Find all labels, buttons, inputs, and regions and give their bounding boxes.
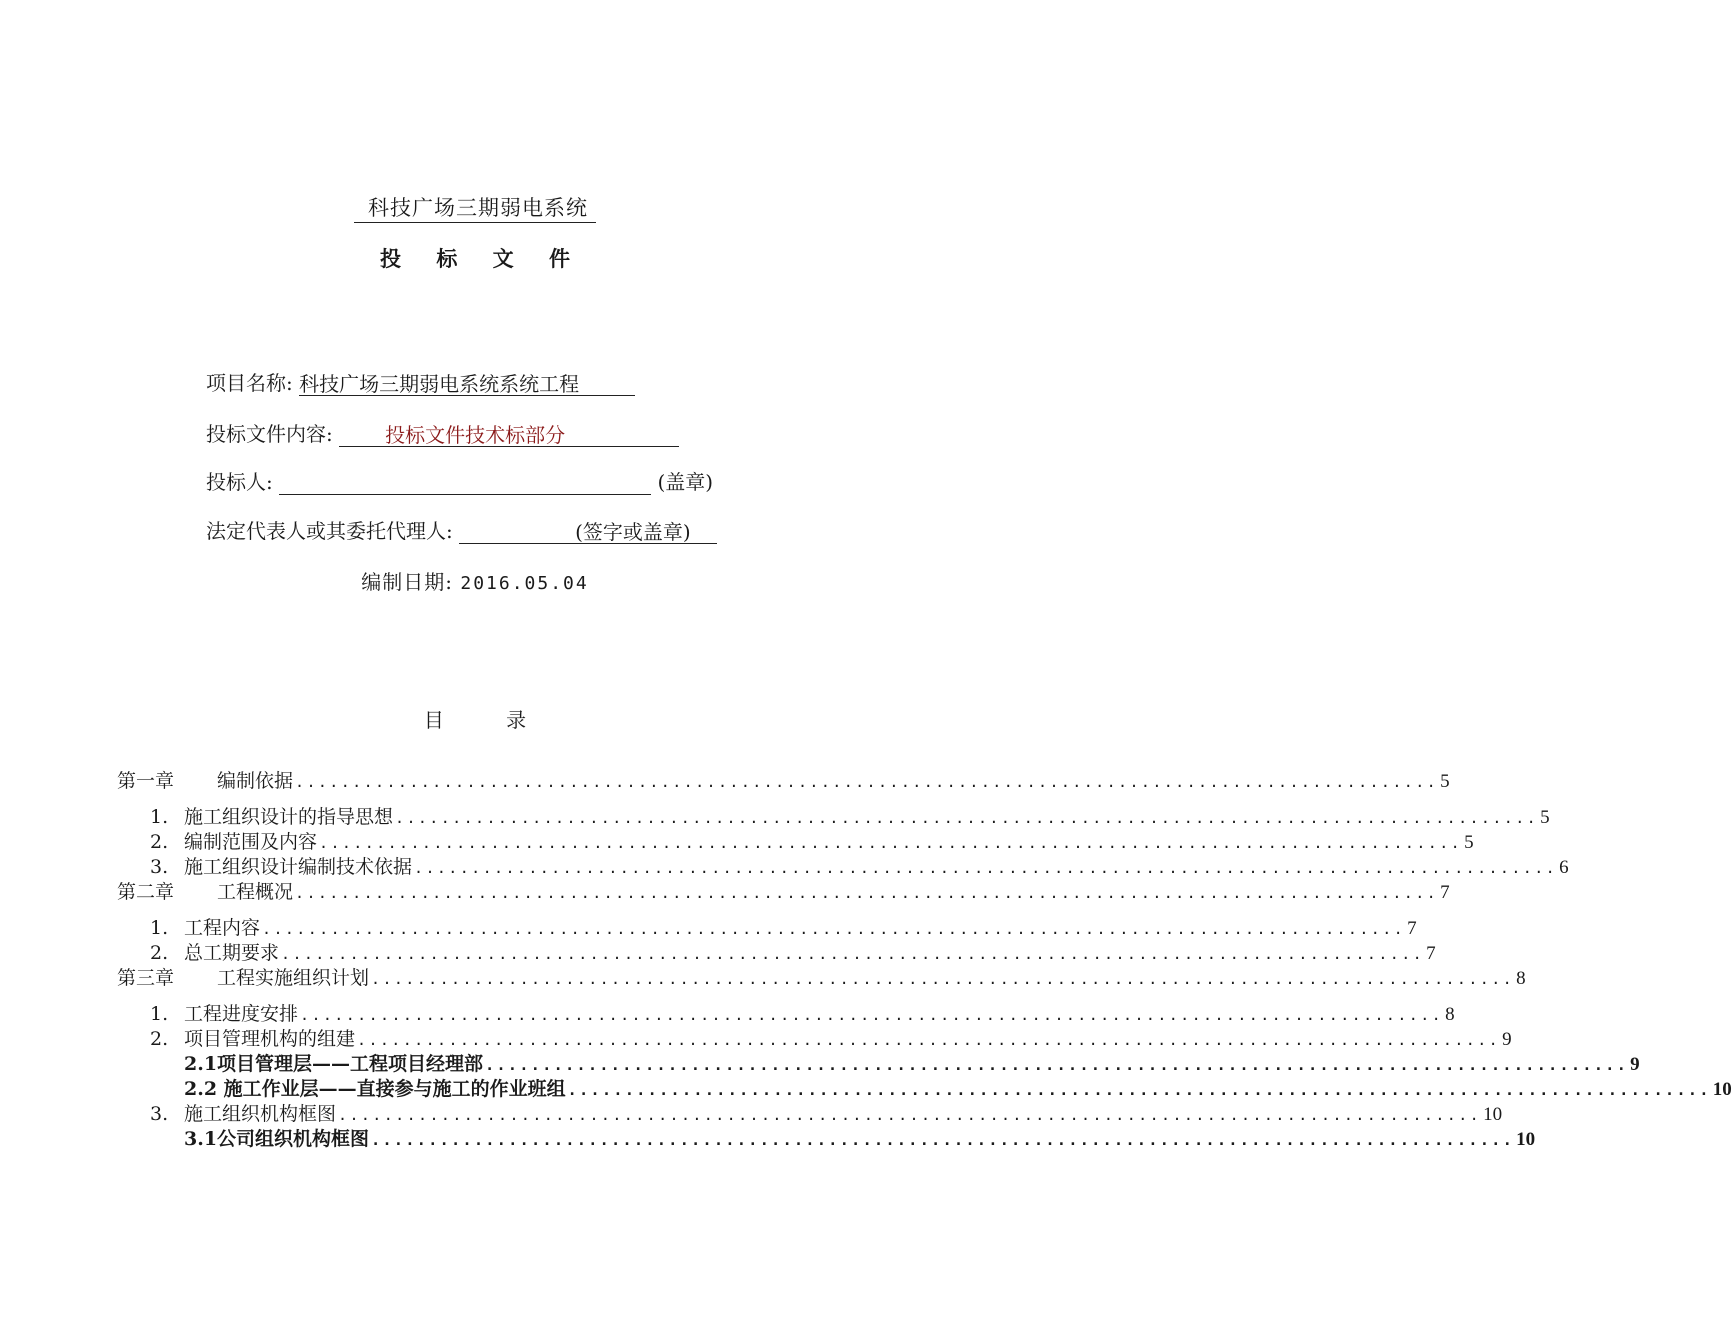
toc-item[interactable] xyxy=(150,938,1436,964)
toc-leader-dots: .................................................................................................... xyxy=(567,1081,1711,1099)
toc-leader-dots: .................................................................................................... xyxy=(295,773,1439,791)
toc-leader-dots: .................................................................................................... xyxy=(357,1031,1501,1049)
toc-entry-text: 总工期要求 xyxy=(184,942,280,964)
bidder-seal-note: (盖章) xyxy=(657,470,714,494)
toc-page-number: 5 xyxy=(1464,832,1474,853)
toc-item[interactable] xyxy=(150,852,1569,878)
toc-page-number: 5 xyxy=(1540,807,1550,828)
toc-chapter-1[interactable] xyxy=(117,766,1450,792)
toc-number: 2. xyxy=(150,942,169,964)
toc-leader-dots: .................................................................................................... xyxy=(295,884,1439,902)
toc-page-number: 6 xyxy=(1559,857,1569,878)
toc-entry-text: 编制范围及内容 xyxy=(184,831,318,853)
toc-number: 2. xyxy=(150,831,169,853)
bidder-label: 投标人: xyxy=(206,470,273,494)
toc-page-number: 5 xyxy=(1440,771,1450,792)
toc-leader-dots: .................................................................................................... xyxy=(319,834,1463,852)
toc-leader-dots: .................................................................................................... xyxy=(300,1006,1444,1024)
compile-date-value: 2016.05.04 xyxy=(460,573,589,594)
document-title: 科技广场三期弱电系统 xyxy=(0,192,950,222)
toc-subitem[interactable] xyxy=(184,1074,1732,1100)
toc-page-number: 8 xyxy=(1445,1004,1455,1025)
toc-leader-dots: .................................................................................................... xyxy=(395,809,1539,827)
project-name-label: 项目名称: xyxy=(206,371,293,395)
toc-entry-text: 工程内容 xyxy=(184,917,261,939)
toc-leader-dots: .................................................................................................... xyxy=(281,945,1425,963)
toc-number: 1. xyxy=(150,806,169,828)
toc-entry-text: 项目管理机构的组建 xyxy=(184,1028,356,1050)
toc-leader-dots: .................................................................................................... xyxy=(262,920,1406,938)
toc-leader-dots: .................................................................................................... xyxy=(414,859,1558,877)
bidder-blank-line xyxy=(279,471,651,495)
toc-number: 第二章 xyxy=(117,881,175,903)
toc-entry-text: 施工组织设计的指导思想 xyxy=(184,806,394,828)
toc-entry-text: 施工组织设计编制技术依据 xyxy=(184,856,413,878)
toc-item[interactable] xyxy=(150,913,1417,939)
toc-entry-text: 施工组织机构框图 xyxy=(184,1103,337,1125)
toc-leader-dots: .................................................................................................... xyxy=(371,1131,1515,1149)
document-subtitle: 投 标 文 件 xyxy=(380,246,584,271)
toc-item[interactable] xyxy=(150,999,1455,1025)
toc-entry-text: 编制依据 xyxy=(217,770,294,792)
toc-page-number: 9 xyxy=(1502,1029,1512,1050)
toc-page-number: 7 xyxy=(1407,918,1417,939)
compile-date xyxy=(0,566,950,595)
toc-entry-text: 工程实施组织计划 xyxy=(217,967,370,989)
toc-number: 第一章 xyxy=(117,770,175,792)
toc-page-number: 10 xyxy=(1516,1129,1536,1150)
toc-number: 1. xyxy=(150,1003,169,1025)
project-name-value: 科技广场三期弱电系统系统工程 xyxy=(299,372,635,396)
compile-date-label: 编制日期: xyxy=(361,570,453,594)
toc-entry-text: 2.2 施工作业层——直接参与施工的作业班组 xyxy=(184,1078,566,1100)
toc-entry-text: 工程概况 xyxy=(217,881,294,903)
toc-page-number: 10 xyxy=(1712,1079,1732,1100)
bidder-field xyxy=(206,466,713,494)
toc-subitem[interactable] xyxy=(184,1124,1536,1150)
toc-page-number: 10 xyxy=(1483,1104,1503,1125)
toc-leader-dots: .................................................................................................... xyxy=(485,1056,1629,1074)
toc-number: 2. xyxy=(150,1028,169,1050)
bid-content-value: 投标文件技术标部分 xyxy=(339,423,679,447)
toc-heading: 目 录 xyxy=(423,708,555,732)
toc-chapter-2[interactable] xyxy=(117,877,1450,903)
toc-entry-text: 3.1公司组织机构框图 xyxy=(184,1128,370,1150)
toc-leader-dots: .................................................................................................... xyxy=(371,970,1515,988)
toc-number: 3. xyxy=(150,856,169,878)
legal-rep-value: (签字或盖章) xyxy=(459,520,717,544)
bid-content-field xyxy=(206,418,679,446)
legal-rep-label: 法定代表人或其委托代理人: xyxy=(206,519,453,543)
toc-subitem[interactable] xyxy=(184,1049,1640,1075)
project-name-field xyxy=(206,367,635,395)
toc-number: 第三章 xyxy=(117,967,175,989)
toc-entry-text: 工程进度安排 xyxy=(184,1003,299,1025)
toc-page-number: 7 xyxy=(1426,943,1436,964)
toc-item[interactable] xyxy=(150,1099,1503,1125)
toc-item[interactable] xyxy=(150,802,1550,828)
toc-chapter-3[interactable] xyxy=(117,963,1526,989)
toc-number: 3. xyxy=(150,1103,169,1125)
legal-rep-field xyxy=(206,515,717,543)
toc-item[interactable] xyxy=(150,827,1474,853)
toc-item[interactable] xyxy=(150,1024,1512,1050)
toc-entry-text: 2.1项目管理层——工程项目经理部 xyxy=(184,1053,484,1075)
toc-page-number: 7 xyxy=(1440,882,1450,903)
toc-number: 1. xyxy=(150,917,169,939)
toc-page-number: 8 xyxy=(1516,968,1526,989)
toc-page-number: 9 xyxy=(1630,1054,1640,1075)
toc-leader-dots: .................................................................................................... xyxy=(338,1106,1482,1124)
bid-content-label: 投标文件内容: xyxy=(206,422,333,446)
